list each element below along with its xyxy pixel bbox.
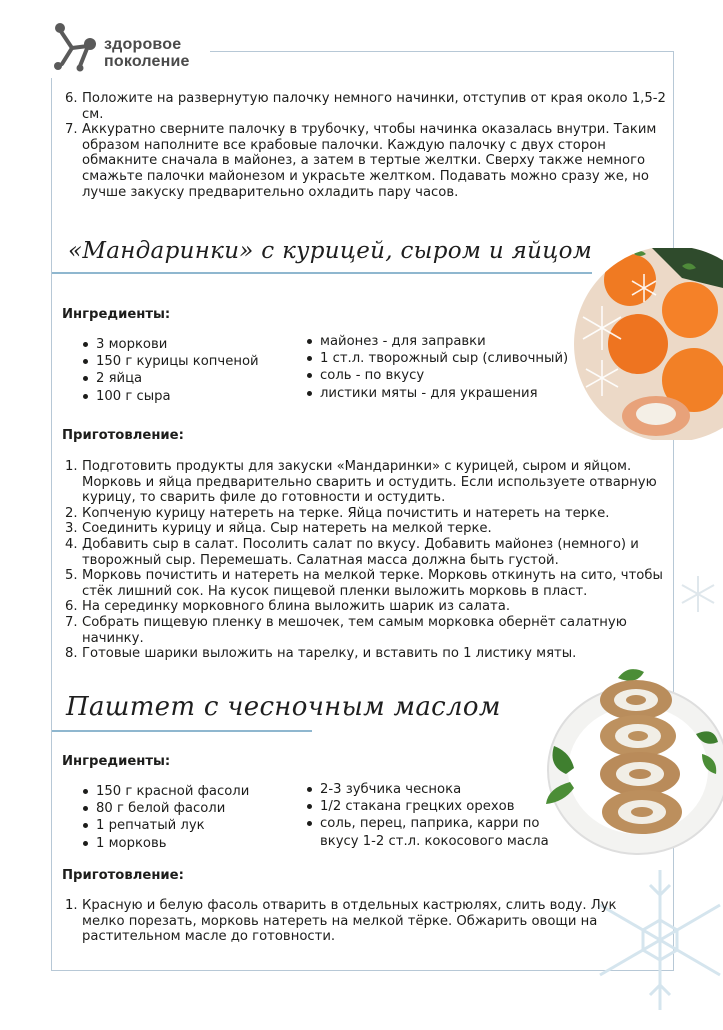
list-item: 4. Добавить сыр в салат. Посолить салат по вкусу. Добавить майонез (немного) и творожный сыр. Перемешать. Салатная масса должна быть густой.	[65, 536, 639, 568]
list-item: 100 г сыра	[80, 388, 290, 405]
list-item: 8. Готовые шарики выложить на тарелку, и вставить по 1 листику мяты.	[65, 646, 577, 662]
list-item: 2 яйца	[80, 370, 290, 387]
list-item: листики мяты - для украшения	[304, 385, 594, 402]
list-item: 150 г курицы копченой	[80, 353, 290, 370]
list-item: 1 морковь	[80, 835, 290, 852]
brand-line-2: поколение	[104, 53, 190, 70]
molecule-logo-icon	[50, 18, 100, 74]
ingredients-label: Ингредиенты:	[62, 754, 171, 769]
ingredients-list-left	[80, 336, 290, 405]
list-item: 5. Морковь почистить и натереть на мелкой терке. Морковь откинуть на сито, чтобы стёк лишний сок. На кусок пищевой пленки выложить морковь в пласт.	[65, 568, 663, 599]
list-item: 3 моркови	[80, 336, 290, 353]
list-item: 150 г красной фасоли	[80, 783, 290, 800]
list-item: 1. Красную и белую фасоль отварить в отдельных кастрюлях, слить воду. Лук мелко порезать, морковь натереть на мелкой тёрке. Обжарить овощи на растительном масле до готовности.	[65, 898, 617, 945]
ingredients-list-left	[80, 783, 290, 852]
preparation-steps	[62, 898, 627, 945]
list-item: 1. Подготовить продукты для закуски «Мандаринки» с курицей, сыром и яйцом. Морковь и яйца предварительно сварить и остудить. Если используете отварную курицу, то сварить филе до готовности и остудить.	[65, 459, 657, 506]
ingredients-list-right	[304, 781, 549, 850]
title-underline	[52, 730, 312, 732]
snowflake-small-icon	[676, 572, 720, 616]
preparation-steps	[62, 459, 667, 662]
list-item: соль, перец, паприка, карри по вкусу 1-2 ст.л. кокосового масла	[304, 815, 549, 849]
list-item: 2-3 зубчика чеснока	[304, 781, 549, 798]
brand-name	[104, 36, 190, 70]
list-item: соль - по вкусу	[304, 367, 594, 384]
preparation-label: Приготовление:	[62, 868, 184, 883]
list-item: 2. Копченую курицу натереть на терке. Яйца почистить и натереть на терке.	[65, 505, 610, 521]
list-item: майонез - для заправки	[304, 333, 594, 350]
brand-logo	[50, 18, 210, 78]
list-item: 1/2 стакана грецких орехов	[304, 798, 549, 815]
list-item: 1 репчатый лук	[80, 817, 290, 834]
ingredients-list-right	[304, 333, 594, 402]
list-item: 3. Соединить курицу и яйца. Сыр натереть на мелкой терке.	[65, 521, 492, 537]
list-item: 80 г белой фасоли	[80, 800, 290, 817]
list-item: 6. Положите на развернутую палочку немного начинки, отступив от края около 1,5-2 см.	[65, 91, 666, 122]
list-item: 6. На серединку морковного блина выложить шарик из салата.	[65, 599, 511, 615]
tangerine-salad-photo	[572, 248, 723, 440]
list-item: 1 ст.л. творожный сыр (сливочный)	[304, 350, 594, 367]
recipe-title: «Мандаринки» с курицей, сыром и яйцом	[68, 238, 593, 264]
recipe-title: Паштет с чесночным маслом	[66, 692, 501, 722]
ingredients-label: Ингредиенты:	[62, 307, 171, 322]
title-underline	[52, 272, 592, 274]
pate-rolls-photo	[526, 664, 723, 860]
brand-line-1: здоровое	[104, 36, 182, 53]
preparation-label: Приготовление:	[62, 428, 184, 443]
snowflake-decoration	[560, 860, 723, 1030]
list-item: 7. Аккуратно сверните палочку в трубочку, чтобы начинка оказалась внутри. Таким образом наполните все крабовые палочки. Каждую палочку с двух сторон обмакните сначала в майонез, а затем в тертые желтки. Сверху также немного смажьте палочки майонезом и украсьте желтком. Подавать можно сразу же, но лучше закуску предварительно охладить пару часов.	[65, 122, 657, 200]
previous-recipe-steps	[62, 91, 682, 200]
list-item: 7. Собрать пищевую пленку в мешочек, тем самым морковка обернёт салатную начинку.	[65, 614, 627, 646]
